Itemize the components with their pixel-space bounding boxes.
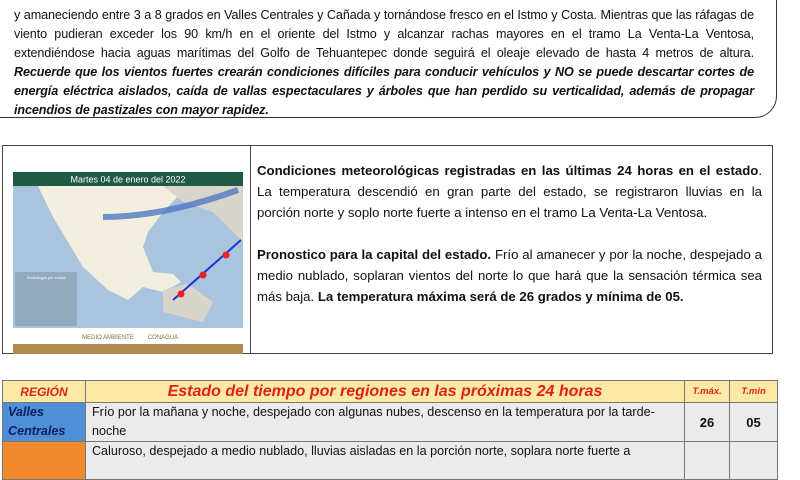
header-region: REGIÓN [3,381,86,403]
desc-cell: Caluroso, despejado a medio nublado, lluvias aisladas en la porción norte, soplara norte fuerte a [85,442,684,480]
tmax-cell: 26 [685,403,730,442]
map-legend-title: Simbología por zonas [26,275,66,280]
conditions-section [2,145,773,354]
tmin-cell [730,442,778,480]
desc-cell: Frío por la mañana y noche, despejado con algunas nubes, descenso en la temperatura por la tarde-noche [85,403,684,442]
forecast-body: Frío al amanecer y por la noche, despejado a medio nublado, soplaran vientos del norte lo que hará que la sensación térmica sea más baja. [257,247,762,304]
table-row [3,442,778,480]
region-cell: Valles Centrales [3,403,86,442]
conditions-body: . La temperatura descendió en gran parte del estado, se registraron lluvias en la porción norte y soplo norte fuerte a intenso en el tramo La Venta-La Ventosa. [257,163,762,220]
header-tmin: T.min [730,381,778,403]
tmin-cell: 05 [730,403,778,442]
regions-table [2,380,778,480]
weather-map-panel [3,146,251,353]
table-header-row [3,381,778,403]
summary-warning: Recuerde que los vientos fuertes crearán condiciones difíciles para conducir vehículos y NO se puede descartar cortes de energía eléctrica aislados, caída de vallas espectaculares y árboles que han perdido su verticalidad, además de propagar incendios de pastizales con mayor rapidez. [14,65,754,117]
forecast-highlight: La temperatura máxima será de 26 grados y mínima de 05. [317,289,684,304]
tmax-cell [685,442,730,480]
summary-box [0,0,777,118]
conditions-heading: Condiciones meteorológicas registradas en las últimas 24 horas en el estado [257,163,759,178]
header-state: Estado del tiempo por regiones en las próximas 24 horas [85,381,684,403]
conditions-text [251,146,772,353]
region-cell [3,442,86,480]
forecast-heading: Pronostico para la capital del estado. [257,247,492,262]
logo-medio-ambiente: MEDIO AMBIENTE [82,335,134,341]
weather-map [13,172,243,354]
table-row [3,403,778,442]
map-title: Martes 04 de enero del 2022 [70,174,186,185]
header-tmax: T.máx. [685,381,730,403]
summary-text: y amaneciendo entre 3 a 8 grados en Valles Centrales y Cañada y tornándose fresco en el Istmo y Costa. Mientras que las ráfagas de viento pudieran exceder los 90 km/h en el oriente del Istmo y alcanzar rachas mayores en el tramo La Venta-La Ventosa, extendiéndose hacia aguas marítimas del Golfo de Tehuantepec donde seguirá el oleaje elevado de hasta 4 metros de altura. [14,8,754,60]
logo-conagua: CONAGUA [147,335,179,341]
